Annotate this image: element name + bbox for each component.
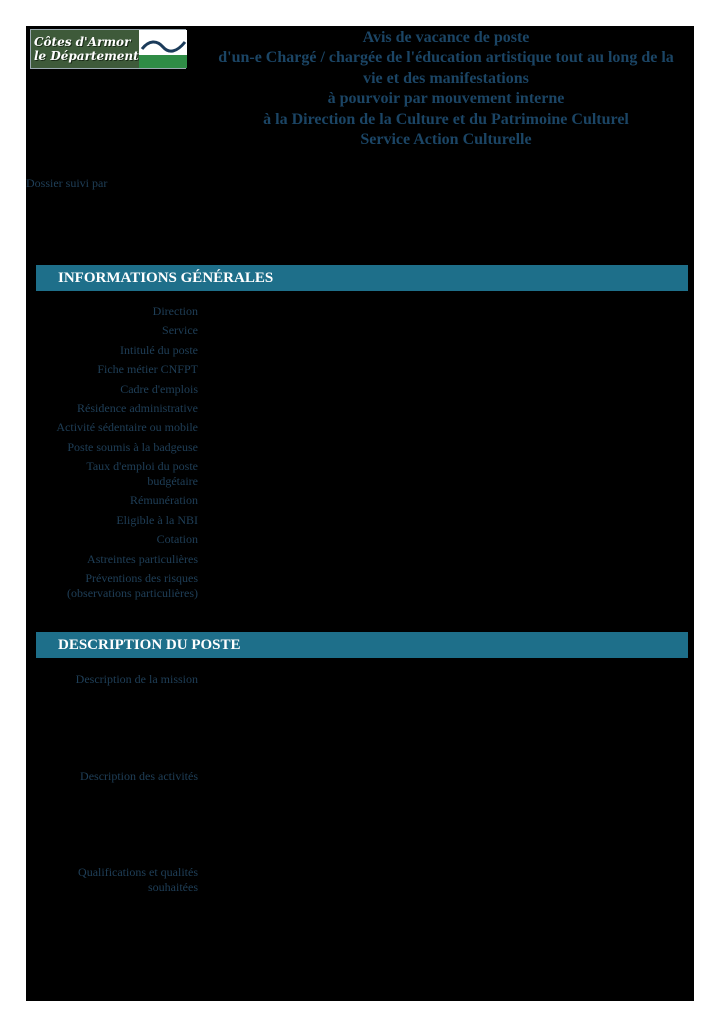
field-label-badgeuse: Poste soumis à la badgeuse bbox=[67, 440, 198, 454]
logo-wordmark bbox=[31, 30, 139, 68]
field-label-astreintes: Astreintes particulières bbox=[87, 552, 198, 566]
field-label-qualifications: Qualifications et qualités souhaitées bbox=[78, 865, 198, 894]
wave-icon bbox=[139, 30, 187, 68]
field-label-nbi: Eligible à la NBI bbox=[116, 513, 198, 527]
section-header-general: INFORMATIONS GÉNÉRALES bbox=[36, 265, 688, 291]
field-label-fiche-metier: Fiche métier CNFPT bbox=[97, 362, 198, 376]
field-label-mission: Description de la mission bbox=[75, 672, 198, 686]
field-label-activite: Activité sédentaire ou mobile bbox=[56, 420, 198, 434]
field-label-residence: Résidence administrative bbox=[77, 401, 198, 415]
field-label-taux-emploi: Taux d'emploi du poste budgétaire bbox=[86, 459, 198, 488]
cotes-darmor-logo bbox=[30, 29, 186, 69]
logo-line-1: Côtes d'Armor bbox=[34, 35, 131, 49]
section-header-description: DESCRIPTION DU POSTE bbox=[36, 632, 688, 658]
logo-line-2: le Département bbox=[34, 49, 139, 63]
field-label-preventions: Préventions des risques (observations particulières) bbox=[67, 571, 198, 600]
field-label-cadre-emplois: Cadre d'emplois bbox=[120, 382, 198, 396]
title-line: Avis de vacance de poste bbox=[362, 29, 530, 46]
title-line: à la Direction de la Culture et du Patrimoine Culturel bbox=[263, 110, 629, 128]
field-label-direction: Direction bbox=[152, 304, 198, 318]
field-label-intitule: Intitulé du poste bbox=[120, 343, 198, 357]
title-line: à pourvoir par mouvement interne bbox=[327, 90, 565, 108]
title-line: vie et des manifestations bbox=[363, 69, 529, 87]
field-label-cotation: Cotation bbox=[156, 532, 198, 546]
title-line: Service Action Culturelle bbox=[360, 131, 532, 149]
dossier-suivi-label: Dossier suivi par bbox=[26, 176, 108, 190]
field-label-activites: Description des activités bbox=[80, 769, 198, 783]
page-title bbox=[196, 28, 694, 150]
title-line: d'un-e Chargé / chargée de l'éducation artistique tout au long de la bbox=[218, 49, 674, 67]
document-page bbox=[26, 26, 694, 1001]
field-label-service: Service bbox=[162, 323, 198, 337]
field-label-remuneration: Rémunération bbox=[130, 493, 198, 507]
